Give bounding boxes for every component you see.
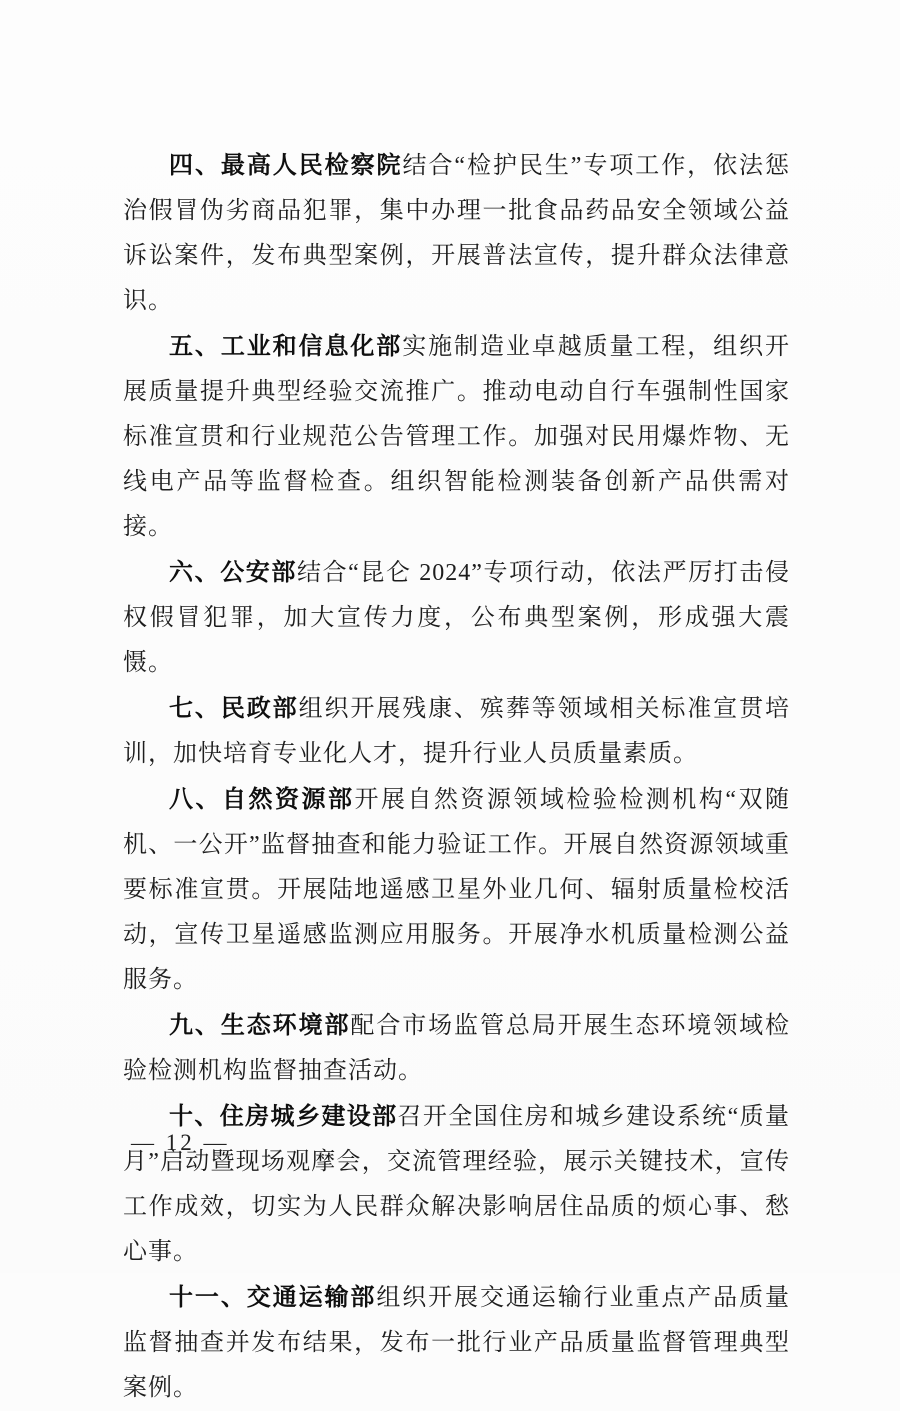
paragraph-lead: 十、住房城乡建设部 xyxy=(169,1103,398,1130)
paragraph-body: 结合“昆仑 2024”专项行动，依法严厉打击侵权假冒犯罪，加大宣传力度，公布典型案例，形成强大震慑。 xyxy=(123,560,790,676)
paragraph xyxy=(123,143,790,324)
paragraph-body: 组织开展交通运输行业重点产品质量监督抽查并发布结果，发布一批行业产品质量监督管理典型案例。 xyxy=(123,1285,791,1401)
paragraph xyxy=(123,1275,790,1411)
paragraph-lead: 五、工业和信息化部 xyxy=(169,333,403,360)
paragraph-body: 实施制造业卓越质量工程，组织开展质量提升典型经验交流推广。推动电动自行车强制性国家标准宣贯和行业规范公告管理工作。加强对民用爆炸物、无线电产品等监督检查。组织智能检测装备创新产品供需对接。 xyxy=(123,334,791,540)
paragraph-lead: 六、公安部 xyxy=(169,559,297,586)
document-body xyxy=(123,143,790,1411)
paragraph-lead: 十一、交通运输部 xyxy=(169,1284,377,1311)
paragraph xyxy=(123,1003,790,1094)
paragraph xyxy=(123,777,790,1003)
paragraph-lead: 八、自然资源部 xyxy=(169,786,355,813)
page-number-footer: — 12 — xyxy=(131,1130,230,1155)
paragraph-lead: 四、最高人民检察院 xyxy=(169,152,403,179)
paragraph-body: 召开全国住房和城乡建设系统“质量月”启动暨现场观摩会，交流管理经验，展示关键技术，宣传工作成效，切实为人民群众解决影响居住品质的烦心事、愁心事。 xyxy=(123,1104,791,1265)
paragraph-body: 组织开展残康、殡葬等领域相关标准宣贯培训，加快培育专业化人才，提升行业人员质量素质。 xyxy=(123,696,791,767)
paragraph-body: 配合市场监管总局开展生态环境领域检验检测机构监督抽查活动。 xyxy=(123,1013,791,1084)
paragraph-body: 开展自然资源领域检验检测机构“双随机、一公开”监督抽查和能力验证工作。开展自然资源领域重要标准宣贯。开展陆地遥感卫星外业几何、辐射质量检校活动，宣传卫星遥感监测应用服务。开展净水机质量检测公益服务。 xyxy=(123,787,790,993)
paragraph-lead: 七、民政部 xyxy=(169,695,299,722)
paragraph xyxy=(123,324,790,550)
paragraph-body: 结合“检护民生”专项工作，依法惩治假冒伪劣商品犯罪，集中办理一批食品药品安全领域公益诉讼案件，发布典型案例，开展普法宣传，提升群众法律意识。 xyxy=(123,153,790,314)
paragraph xyxy=(123,1094,790,1275)
paragraph-lead: 九、生态环境部 xyxy=(169,1012,351,1039)
paragraph xyxy=(123,550,790,686)
paragraph xyxy=(123,686,790,777)
